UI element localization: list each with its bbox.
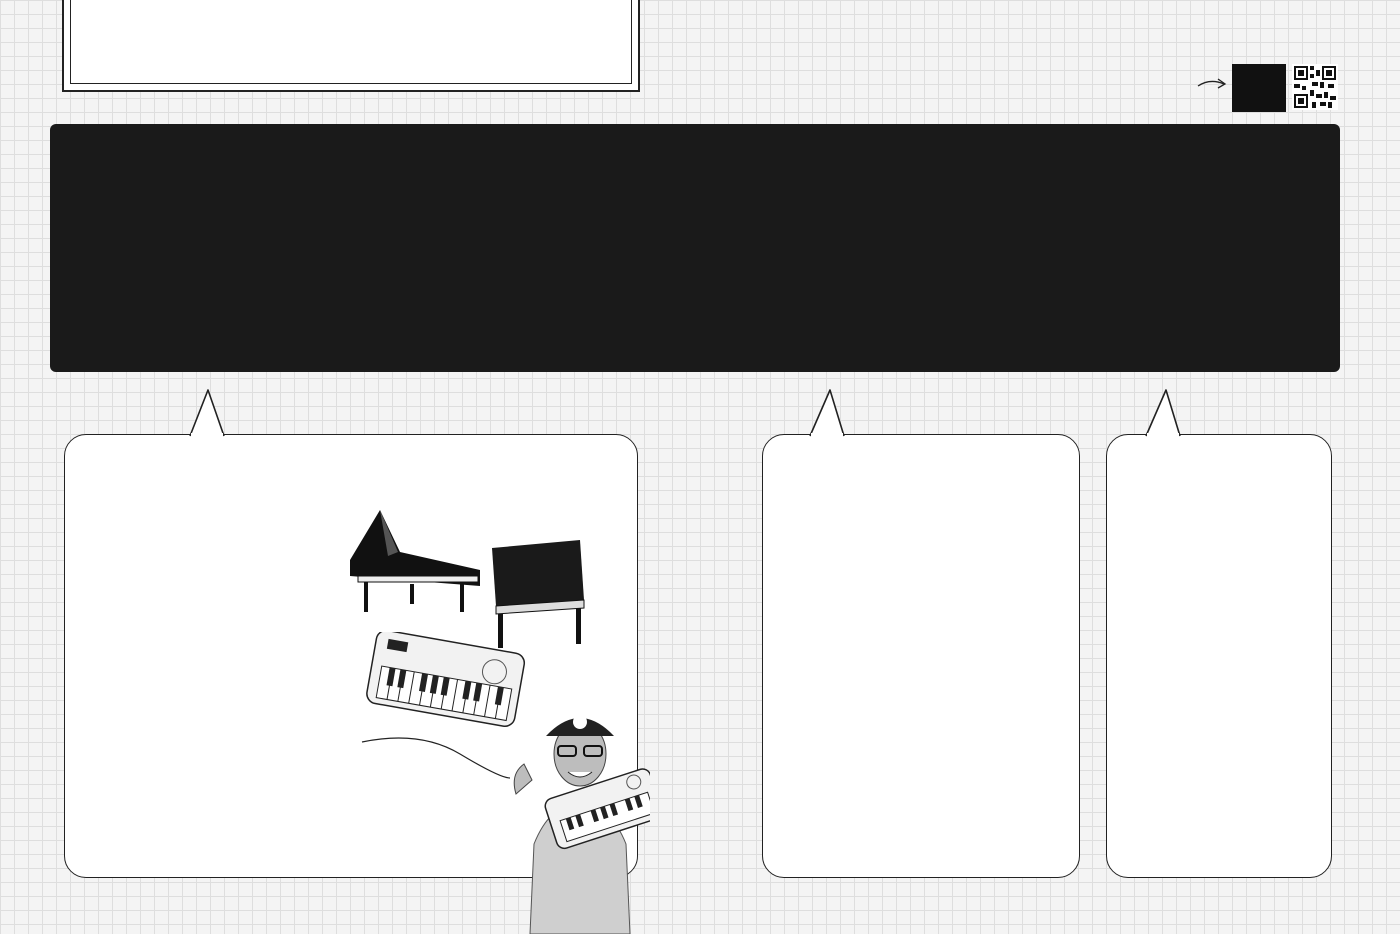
keyboard-synth-image (364, 632, 534, 732)
bubble-key-tips (1106, 434, 1332, 878)
bubble-1-tail (188, 388, 228, 438)
caption-swoosh-line (360, 730, 520, 780)
grand-piano-image (340, 500, 490, 620)
instructor-photo (510, 684, 650, 934)
bubble-note-names (762, 434, 1080, 878)
bubble-3-tail (1144, 388, 1184, 438)
bubble-2-tail (808, 388, 848, 438)
